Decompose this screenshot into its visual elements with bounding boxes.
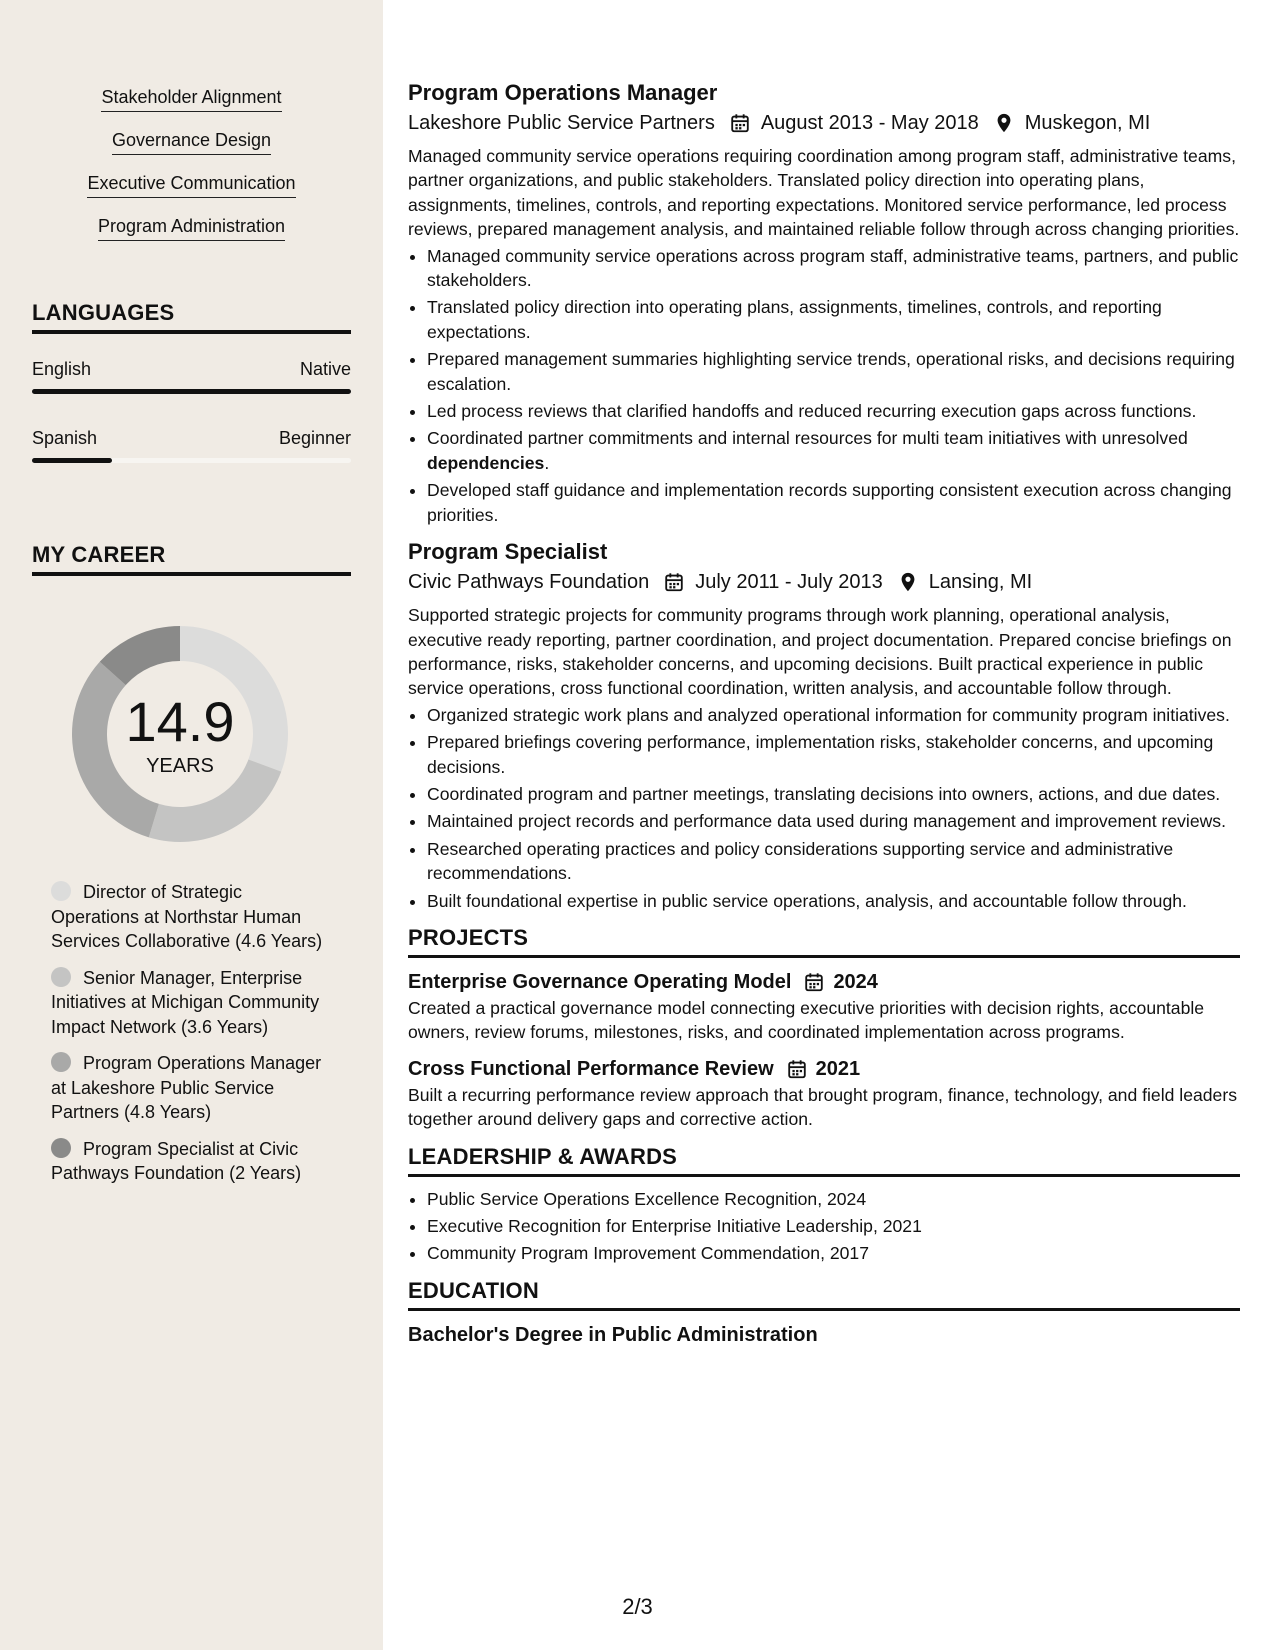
job-bullet: • Translated policy direction into operating plans, assignments, timelines, controls, and reporting expectations. [427,295,1240,344]
page-number: 2/3 [622,1594,653,1619]
project-year: 2021 [815,1057,861,1080]
legend-label: Program Specialist at Civic Pathways Foundation (2 Years) [51,1138,302,1183]
calendar-icon [729,112,751,134]
job-bullet: • Managed community service operations across program staff, administrative teams, partners, and public stakeholders. [427,244,1240,293]
legend-dot-icon [51,1052,71,1072]
job-bullet: • Organized strategic work plans and analyzed operational information for community program initiatives. [427,703,1240,727]
job-bullet [427,426,1240,475]
calendar-icon [803,971,825,993]
legend-label: Program Operations Manager at Lakeshore Public Service Partners (4.8 Years) [51,1053,322,1122]
project-description: Built a recurring performance review approach that brought program, finance, technology, and field leaders together around delivery gaps and corrective action. [408,1084,1238,1130]
job-title: Program Operations Manager [408,80,718,105]
sidebar [0,0,383,1650]
language-bar [32,458,351,463]
legend-item [51,966,331,1040]
job-bullet: • Prepared briefings covering performance, implementation risks, stakeholder concerns, and upcoming decisions. [427,730,1240,779]
legend-dot-icon [51,967,71,987]
skill-item: Stakeholder Alignment [101,86,281,112]
project-title: Cross Functional Performance Review [408,1057,774,1080]
job-bullet: • Coordinated program and partner meetings, translating decisions into owners, actions, and due dates. [427,782,1240,806]
awards-list [408,1187,1240,1266]
career-total-years: 14.9 [125,690,235,753]
language-row [32,428,351,449]
education-degree: Bachelor's Degree in Public Administration [408,1323,818,1346]
job-dates: July 2011 - July 2013 [695,571,883,594]
job-summary: Managed community service operations requiring coordination among program staff, administrative teams, partner organizations, and public stakeholders. Translated policy direction into operating plans, assignments, timelines, controls, and reporting expectations. Monitored service performance, led process reviews, prepared management analysis, and maintained reliable follow through across changing priorities. [408,146,1240,240]
map-pin-icon [993,112,1015,134]
language-level: Native [299,359,351,379]
job-bullet: • Prepared management summaries highlighting service trends, operational risks, and decisions requiring escalation. [427,347,1240,396]
legend-dot-icon [51,881,71,901]
career-total-unit: YEARS [146,755,214,777]
job-company: Lakeshore Public Service Partners [408,112,715,134]
projects-heading: PROJECTS [408,925,1240,958]
career-legend [51,880,331,1198]
project-entry [408,968,1240,1045]
award-item: • Public Service Operations Excellence Recognition, 2024 [427,1187,1240,1211]
job-meta [408,108,1240,138]
project-title-row [408,1055,1240,1083]
job-bullet: • Maintained project records and performance data used during management and improvement reviews. [427,809,1240,833]
language-bar-fill [32,458,112,463]
project-description: Created a practical governance model connecting executive priorities with decision rights, accountable owners, review forums, milestones, risks, and coordinated implementation across programs. [408,997,1205,1043]
languages-heading: LANGUAGES [32,300,351,334]
education-heading: EDUCATION [408,1278,1240,1311]
job-bullet: • Developed staff guidance and implementation records supporting consistent execution across changing priorities. [427,478,1240,527]
legend-dot-icon [51,1138,71,1158]
job-bullet: • Built foundational expertise in public service operations, analysis, and accountable follow through. [427,889,1240,913]
skills-list [0,86,383,258]
language-name: English [32,359,92,379]
legend-item [51,880,331,954]
career-donut-chart [65,619,295,849]
job-bullet-bold: dependencies [427,452,545,473]
career-heading: MY CAREER [32,542,351,576]
skill-item: Program Administration [98,215,285,241]
language-row [32,359,351,380]
job-location: Lansing, MI [928,571,1033,594]
language-bar-fill [32,389,351,394]
skill-item: Governance Design [112,129,271,155]
job-meta [408,567,1240,597]
calendar-icon [663,571,685,593]
award-item: • Executive Recognition for Enterprise Initiative Leadership, 2021 [427,1214,1240,1238]
job-location: Muskegon, MI [1024,112,1151,134]
awards-heading: LEADERSHIP & AWARDS [408,1144,1240,1177]
job-bullet-suffix: . [544,452,550,473]
job-bullet-text: Coordinated partner commitments and internal resources for multi team initiatives with unresolved [427,428,1188,449]
job-summary: Supported strategic projects for community programs through work planning, operational analysis, executive ready reporting, partner coordination, and project documentation. Prepared concise briefings on performance, risks, stakeholder concerns, and upcoming decisions. Built practical experience in public service operations, cross functional coordination, written analysis, and accountable follow through. [408,605,1232,699]
legend-label: Senior Manager, Enterprise Initiatives at Michigan Community Impact Network (3.6 Years) [51,967,320,1037]
language-bar [32,389,351,394]
job-entry [408,537,1240,913]
job-company: Civic Pathways Foundation [408,571,650,594]
project-title-row [408,968,1240,996]
job-title: Program Specialist [408,539,608,565]
legend-label: Director of Strategic Operations at Northstar Human Services Collaborative (4.6 Years) [51,882,323,951]
project-title: Enterprise Governance Operating Model [408,970,792,993]
job-bullets [408,244,1240,527]
language-name: Spanish [32,428,98,448]
main-content [408,78,1240,1349]
job-bullets [408,703,1240,913]
job-bullet: • Led process reviews that clarified handoffs and reduced recurring execution gaps across functions. [427,399,1240,423]
calendar-icon [786,1058,808,1080]
job-bullet: • Researched operating practices and policy considerations supporting service and administrative recommendations. [427,837,1240,886]
legend-item [51,1051,331,1125]
award-item: • Community Program Improvement Commendation, 2017 [427,1241,1240,1265]
map-pin-icon [897,571,919,593]
donut-center [65,619,295,849]
project-entry [408,1055,1240,1132]
project-year: 2024 [833,970,878,993]
skill-item: Executive Communication [87,172,295,198]
job-entry [408,78,1240,527]
legend-item [51,1137,331,1186]
language-level: Beginner [278,428,351,448]
job-dates: August 2013 - May 2018 [760,112,979,134]
